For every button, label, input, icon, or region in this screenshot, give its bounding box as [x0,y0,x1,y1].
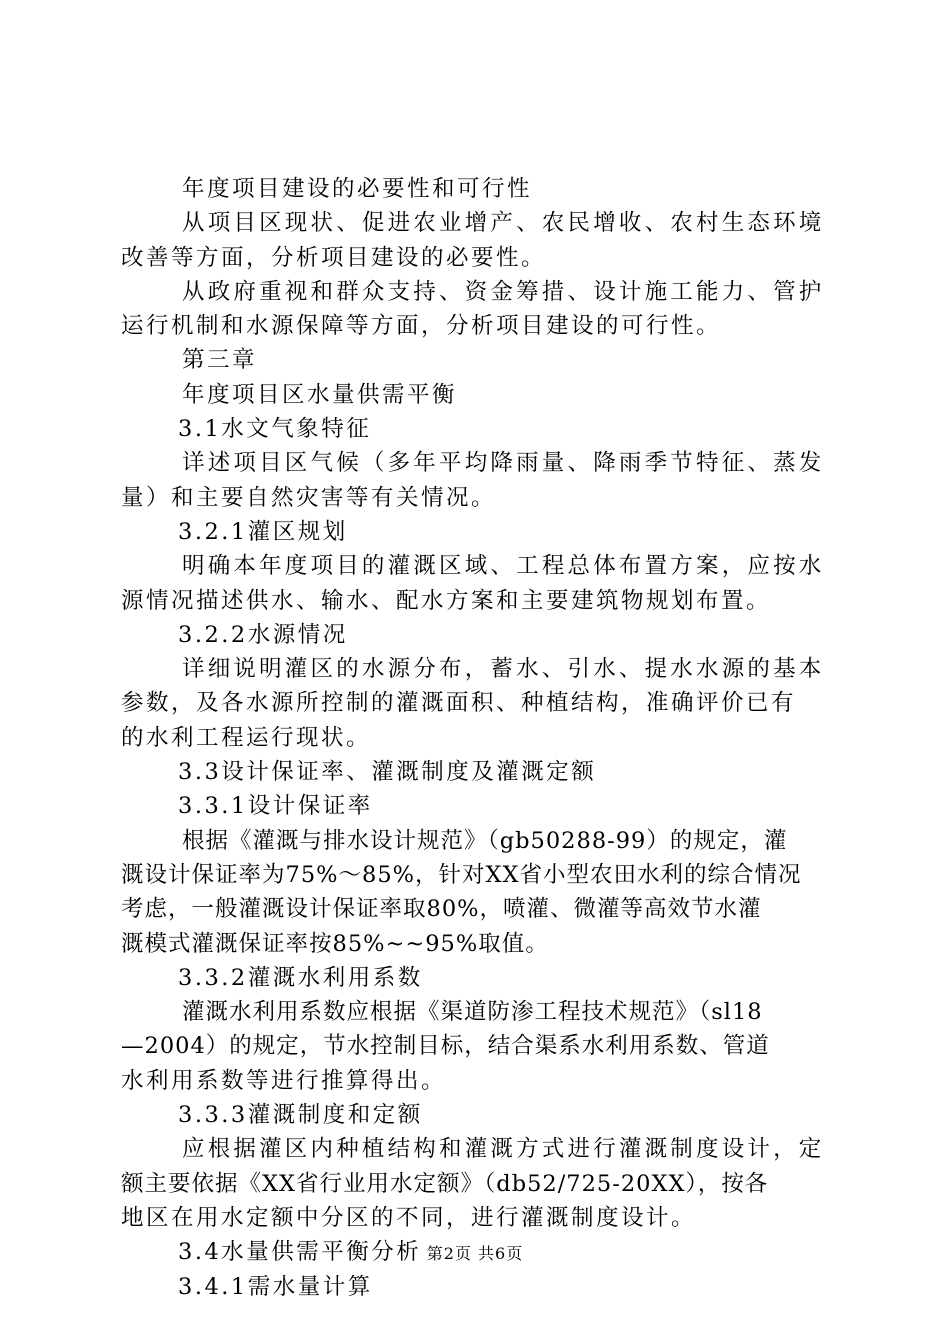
paragraph-line: 考虑，一般灌溉设计保证率取80%，喷灌、微灌等高效节水灌 [121,896,762,923]
paragraph-line: 运行机制和水源保障等方面，分析项目建设的可行性。 [121,313,722,340]
paragraph-line: 详细说明灌区的水源分布，蓄水、引水、提水水源的基本 [182,656,825,683]
paragraph-line: 从政府重视和群众支持、资金筹措、设计施工能力、管护 [182,278,825,305]
paragraph-line: 详述项目区气候（多年平均降雨量、降雨季节特征、蒸发 [182,450,825,477]
paragraph-line: 改善等方面，分析项目建设的必要性。 [121,244,547,271]
paragraph-line: 的水利工程运行现状。 [121,724,372,751]
paragraph-line: 应根据灌区内种植结构和灌溉方式进行灌溉制度设计，定 [182,1136,825,1163]
paragraph-line: 源情况描述供水、输水、配水方案和主要建筑物规划布置。 [121,587,772,614]
section-heading: 3.3设计保证率、灌溉制度及灌溉定额 [178,759,597,786]
paragraph-line: 量）和主要自然灾害等有关情况。 [121,484,497,511]
chapter-heading: 第三章 [182,347,258,374]
paragraph-line: 灌溉水利用系数应根据《渠道防渗工程技术规范》（sl18 [182,999,763,1026]
paragraph-line: 水利用系数等进行推算得出。 [121,1067,447,1094]
paragraph-line: 溉模式灌溉保证率按85%~~95%取值。 [121,930,549,957]
paragraph-line: 地区在用水定额中分区的不同，进行灌溉制度设计。 [121,1204,697,1231]
paragraph-line: 溉设计保证率为75%～85%，针对XX省小型农田水利的综合情况 [121,861,802,888]
document-body [121,172,831,1304]
chapter-title: 年度项目区水量供需平衡 [182,381,458,408]
paragraph-line: 明确本年度项目的灌溉区域、工程总体布置方案，应按水 [182,553,825,580]
section-heading: 3.2.1灌区规划 [178,518,348,545]
section-heading: 3.1水文气象特征 [178,416,372,443]
section-heading: 3.3.2灌溉水利用系数 [178,964,423,991]
section-heading: 3.3.1设计保证率 [178,793,373,820]
paragraph-line: 从项目区现状、促进农业增产、农民增收、农村生态环境 [182,210,825,237]
section-heading: 3.4水量供需平衡分析 [178,1239,422,1266]
page-footer: 第2页 共6页 [426,1244,524,1263]
heading-line: 年度项目建设的必要性和可行性 [182,176,533,202]
section-heading: 3.4.1需水量计算 [178,1273,373,1300]
paragraph-line: —2004）的规定，节水控制目标，结合渠系水利用系数、管道 [121,1033,770,1060]
paragraph-line: 根据《灌溉与排水设计规范》（gb50288-99）的规定，灌 [182,827,788,854]
paragraph-line: 参数，及各水源所控制的灌溉面积、种植结构，准确评价已有 [121,690,797,717]
section-heading: 3.3.3灌溉制度和定额 [178,1102,423,1129]
paragraph-line: 额主要依据《XX省行业用水定额》（db52/725-20XX），按各 [121,1170,769,1197]
section-heading: 3.2.2水源情况 [178,621,348,648]
